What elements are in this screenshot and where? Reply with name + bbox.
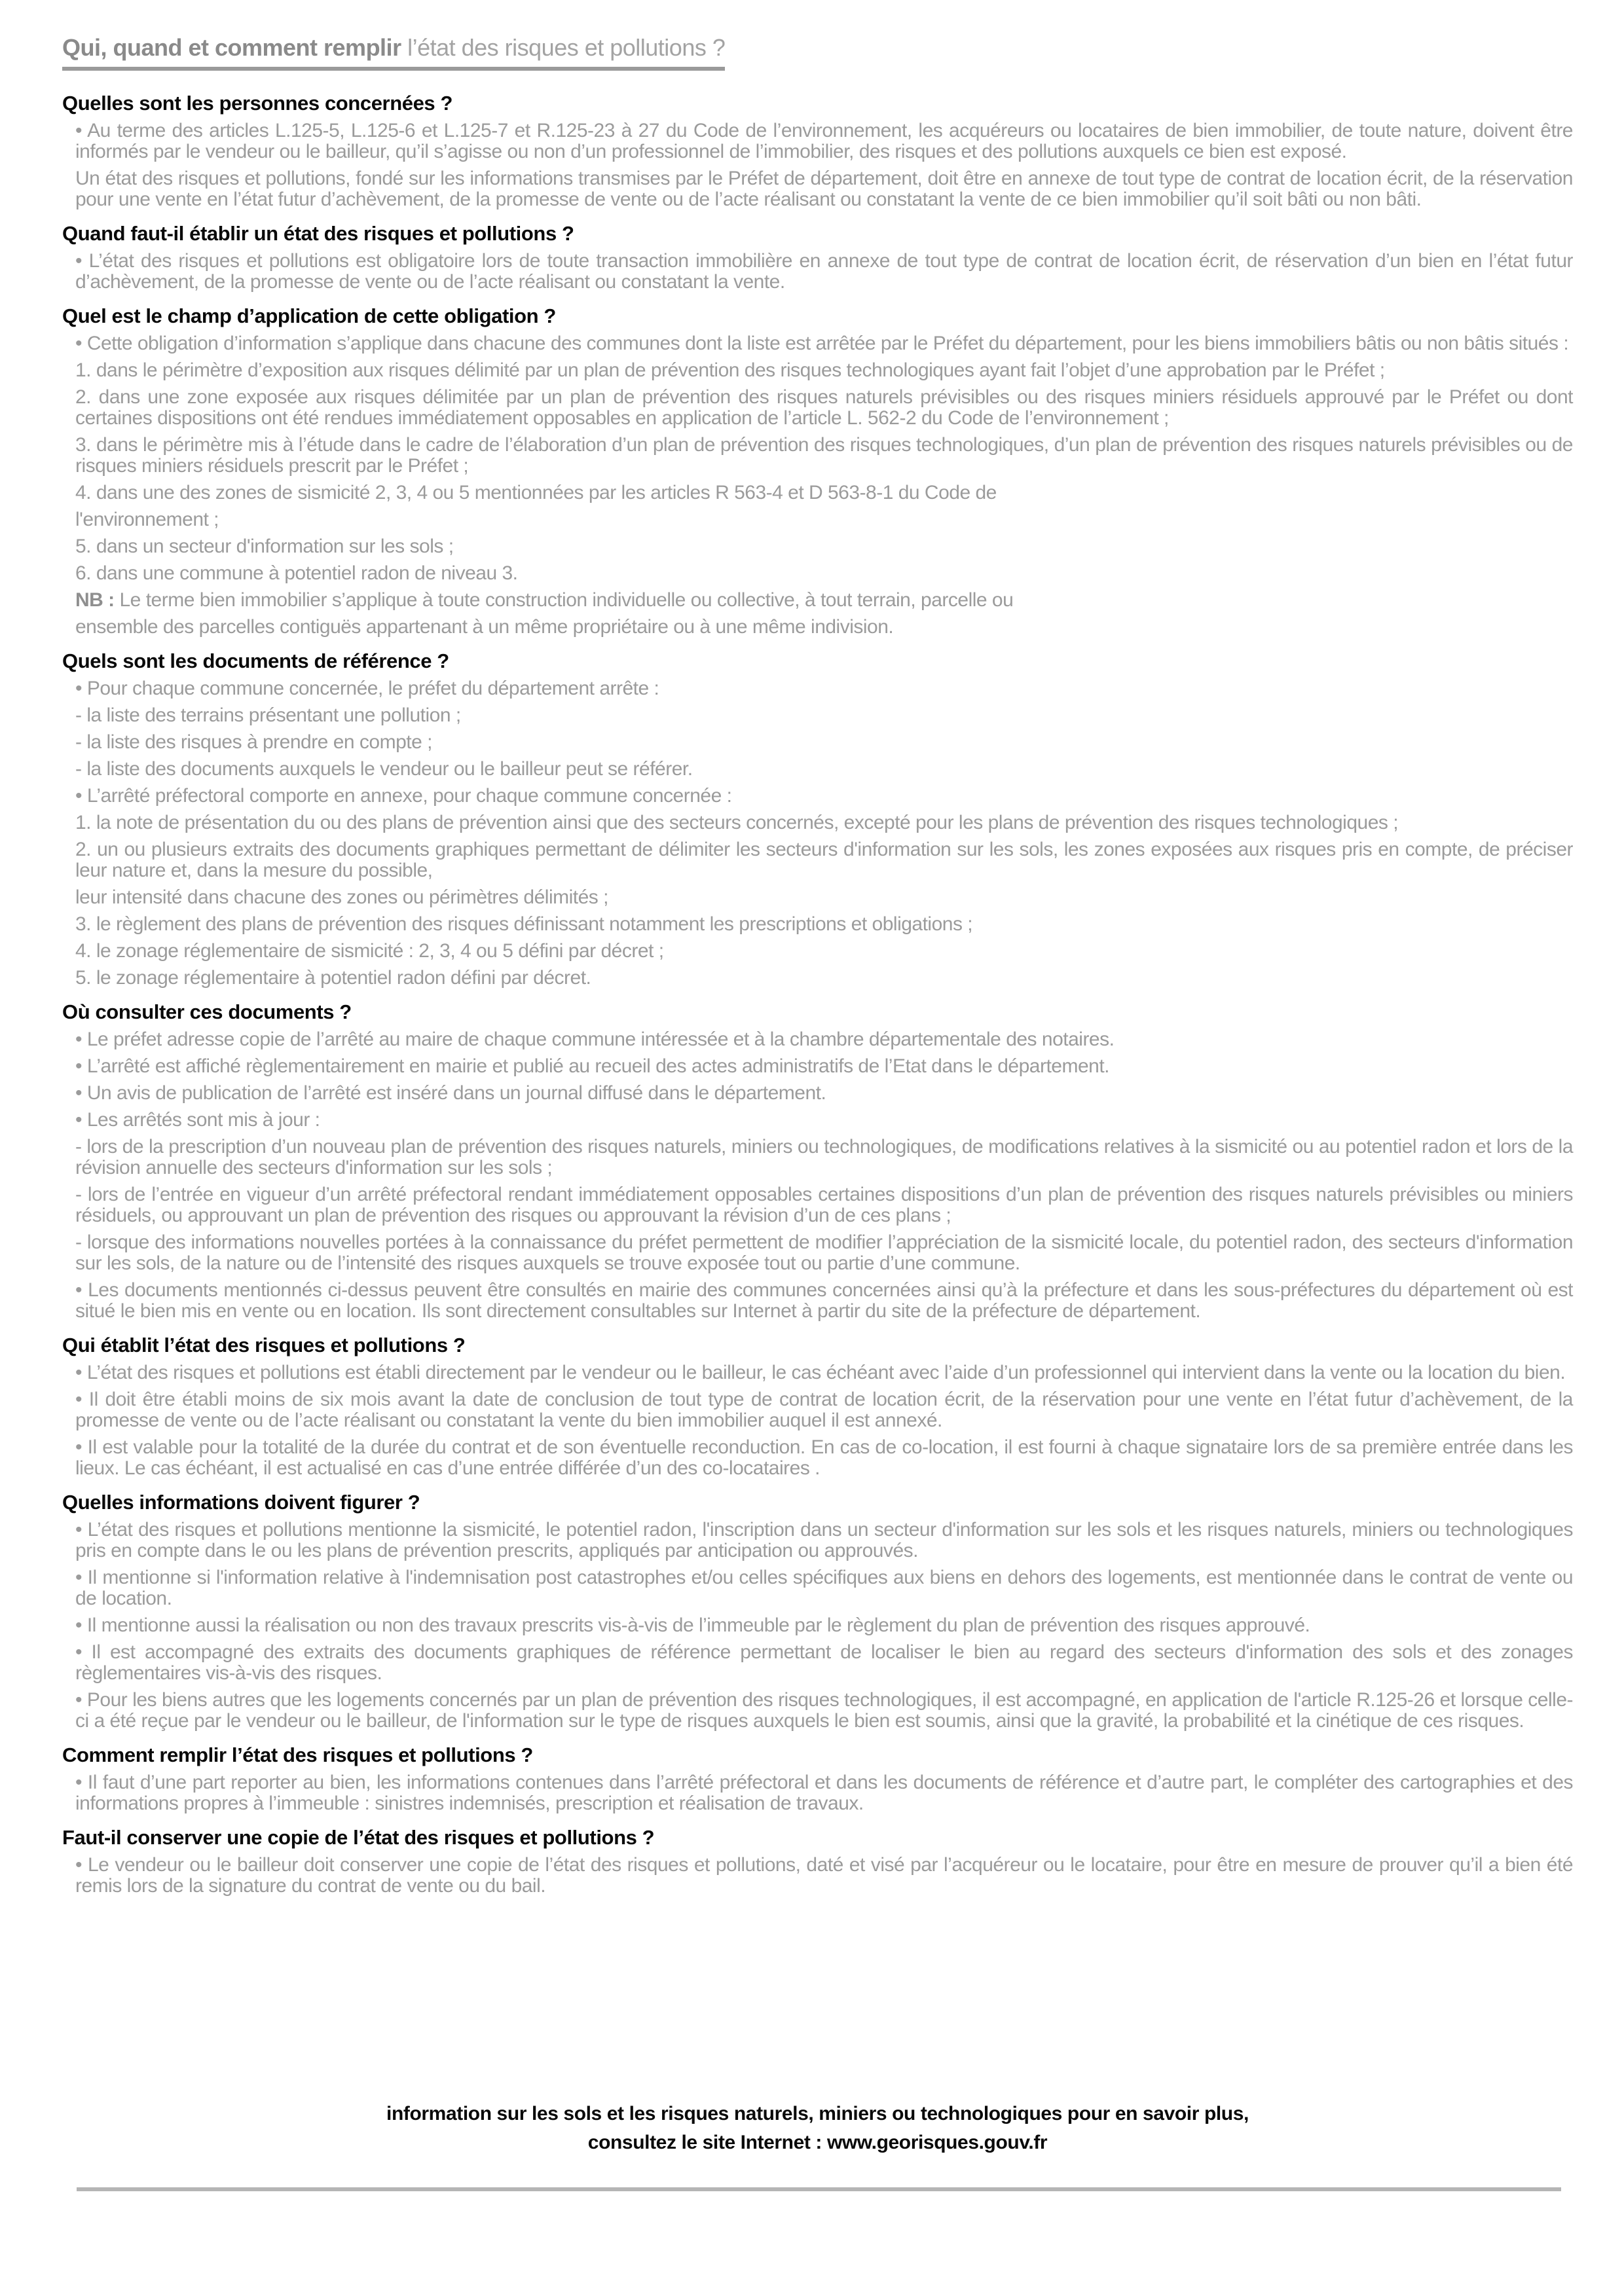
paragraph: 6. dans une commune à potentiel radon de niveau 3. bbox=[75, 562, 518, 584]
paragraph: 5. le zonage réglementaire à potentiel radon défini par décret. bbox=[75, 967, 591, 989]
paragraph: - lorsque des informations nouvelles portées à la connaissance du préfet permettent de modifier l’appréciation de la sismicité locale, du potentiel radon, des secteurs d'information sur les sols, de la nature ou de l’intensité des risques auxquels se trouve exposée tout ou partie d’une commune. bbox=[75, 1231, 1573, 1274]
paragraph: • Le vendeur ou le bailleur doit conserver une copie de l’état des risques et pollutions, daté et visé par l’acquéreur ou le locataire, pour être en mesure de prouver qu’il a bien été remis lors de la signature du contrat de vente ou du bail. bbox=[75, 1854, 1573, 1897]
paragraph: • Pour les biens autres que les logements concernés par un plan de prévention des risques technologiques, il est accompagné, en application de l'article R.125-26 et lorsque celle-ci a été reçue par le vendeur ou le bailleur, de l'information sur le type de risques auxquels le bien est soumis, ainsi que la gravité, la probabilité et la cinétique de ces risques. bbox=[75, 1689, 1573, 1732]
paragraph: - la liste des risques à prendre en compte ; bbox=[75, 731, 432, 753]
paragraph: • L’arrêté est affiché règlementairement en mairie et publié au recueil des actes administratifs de l’Etat dans le département. bbox=[75, 1055, 1109, 1077]
section-heading: Quelles sont les personnes concernées ? bbox=[62, 92, 453, 115]
paragraph: 5. dans un secteur d'information sur les sols ; bbox=[75, 536, 454, 557]
paragraph-text: Le terme bien immobilier s’applique à toute construction individuelle ou collective, à tout terrain, parcelle ou bbox=[119, 589, 1014, 611]
paragraph: 3. dans le périmètre mis à l’étude dans le cadre de l’élaboration d’un plan de prévention des risques technologiques, d’un plan de prévention des risques naturels prévisibles ou de risques miniers résiduels prescrit par le Préfet ; bbox=[75, 434, 1573, 477]
paragraph: • Cette obligation d’information s’applique dans chacune des communes dont la liste est arrêtée par le Préfet du département, pour les biens immobiliers bâtis ou non bâtis situés : bbox=[75, 333, 1569, 354]
section-heading: Quel est le champ d’application de cette obligation ? bbox=[62, 304, 556, 327]
paragraph: • Un avis de publication de l’arrêté est inséré dans un journal diffusé dans le département. bbox=[75, 1082, 826, 1104]
paragraph: • L’état des risques et pollutions est établi directement par le vendeur ou le bailleur, le cas échéant avec l’aide d’un professionnel qui intervient dans la vente ou la location du bien. bbox=[75, 1362, 1566, 1383]
page-title-rest: l’état des risques et pollutions ? bbox=[401, 34, 726, 61]
paragraph: 2. un ou plusieurs extraits des documents graphiques permettant de délimiter les secteurs d'information sur les sols, les zones exposées aux risques pris en compte, de préciser leur nature et, dans la mesure du possible, bbox=[75, 839, 1573, 881]
paragraph: • Au terme des articles L.125-5, L.125-6 et L.125-7 et R.125-23 à 27 du Code de l’environnement, les acquéreurs ou locataires de bien immobilier, de toute nature, doivent être informés par le vendeur ou le bailleur, qu’il s’agisse ou non d’un professionnel de l’immobilier, des risques et des pollutions auxquels ce bien est exposé. bbox=[75, 120, 1573, 162]
paragraph bbox=[62, 590, 1573, 611]
paragraph: • Il mentionne aussi la réalisation ou non des travaux prescrits vis-à-vis de l’immeuble par le règlement du plan de prévention des risques approuvé. bbox=[75, 1614, 1310, 1636]
paragraph: • L’état des risques et pollutions mentionne la sismicité, le potentiel radon, l'inscription dans un secteur d'information sur les sols et les risques naturels, miniers ou technologiques pris en compte dans le ou les plans de prévention prescrits, appliqués par anticipation ou approuvés. bbox=[75, 1519, 1573, 1561]
page-title-underline bbox=[62, 34, 725, 71]
paragraph: - la liste des terrains présentant une pollution ; bbox=[75, 704, 461, 726]
section-heading: Comment remplir l’état des risques et pollutions ? bbox=[62, 1743, 533, 1766]
footer-line-2: consultez le site Internet : www.georisques.gouv.fr bbox=[587, 2132, 1048, 2153]
paragraph: 1. la note de présentation du ou des plans de prévention ainsi que des secteurs concernés, excepté pour les plans de prévention des risques technologiques ; bbox=[75, 812, 1399, 833]
page-title-bold: Qui, quand et comment remplir bbox=[62, 34, 401, 61]
document-body bbox=[62, 80, 1573, 1903]
paragraph: - lors de l’entrée en vigueur d’un arrêté préfectoral rendant immédiatement opposables certaines dispositions d’un plan de prévention des risques naturels prévisibles ou miniers résiduels, ou approuvant un plan de prévention des risques ou approuvant la révision d’un de ces plans ; bbox=[75, 1184, 1573, 1226]
paragraph: • L’arrêté préfectoral comporte en annexe, pour chaque commune concernée : bbox=[75, 785, 732, 807]
section-heading: Quels sont les documents de référence ? bbox=[62, 649, 449, 672]
paragraph: • Le préfet adresse copie de l’arrêté au maire de chaque commune intéressée et à la chambre départementale des notaires. bbox=[75, 1029, 1115, 1050]
paragraph: 3. le règlement des plans de prévention des risques définissant notamment les prescriptions et obligations ; bbox=[75, 913, 973, 935]
footer-line-1: information sur les sols et les risques naturels, miniers ou technologiques pour en savoir plus, bbox=[386, 2103, 1249, 2124]
paragraph: • Il faut d’une part reporter au bien, les informations contenues dans l’arrêté préfectoral et dans les documents de référence et d’autre part, le compléter des cartographies et des informations propres à l’immeuble : sinistres indemnisés, prescription et réalisation de travaux. bbox=[75, 1772, 1573, 1814]
paragraph: 2. dans une zone exposée aux risques délimitée par un plan de prévention des risques naturels prévisibles ou des risques miniers résiduels approuvé par le Préfet ou dont certaines dispositions ont été rendues immédiatement opposables en application de l’article L. 562-2 du Code de l’environnement ; bbox=[75, 386, 1573, 429]
paragraph: • Les documents mentionnés ci-dessus peuvent être consultés en mairie des communes concernées ainsi qu’à la préfecture et dans les sous-préfectures du département où est situé le bien mis en vente ou en location. Ils sont directement consultables sur Internet à partir du site de la préfecture de département. bbox=[75, 1279, 1573, 1322]
paragraph: • L’état des risques et pollutions est obligatoire lors de toute transaction immobilière en annexe de tout type de contrat de location écrit, de réservation d’un bien en l’état futur d’achèvement, de la promesse de vente ou de l’acte réalisant ou constatant la vente. bbox=[75, 250, 1573, 293]
paragraph: - lors de la prescription d’un nouveau plan de prévention des risques naturels, miniers ou technologiques, de modifications relatives à la sismicité ou au potentiel radon et lors de la révision annuelle des secteurs d'information sur les sols ; bbox=[75, 1136, 1573, 1178]
section-heading: Quand faut-il établir un état des risques et pollutions ? bbox=[62, 222, 574, 245]
paragraph: 1. dans le périmètre d’exposition aux risques délimité par un plan de prévention des risques technologiques ayant fait l’objet d’une approbation par le Préfet ; bbox=[75, 359, 1385, 381]
paragraph: • Il est valable pour la totalité de la durée du contrat et de son éventuelle reconduction. En cas de co-location, il est fourni à chaque signataire lors de sa première entrée dans les lieux. Le cas échéant, il est actualisé en cas d’une entrée différée d’un des co-locataires . bbox=[75, 1436, 1573, 1479]
paragraph-lead: NB : bbox=[75, 589, 120, 611]
paragraph: • Les arrêtés sont mis à jour : bbox=[75, 1109, 320, 1131]
section-heading: Quelles informations doivent figurer ? bbox=[62, 1491, 420, 1514]
paragraph: ensemble des parcelles contiguës appartenant à un même propriétaire ou à une même indivision. bbox=[75, 616, 894, 638]
paragraph: 4. le zonage réglementaire de sismicité : 2, 3, 4 ou 5 défini par décret ; bbox=[75, 940, 664, 962]
footer-note bbox=[62, 2100, 1573, 2162]
bottom-margin bbox=[62, 2191, 1573, 2296]
paragraph: Un état des risques et pollutions, fondé sur les informations transmises par le Préfet de département, doit être en annexe de tout type de contrat de location écrit, de la réservation pour une vente en l’état futur d’achèvement, de la promesse de vente ou de l’acte réalisant ou constatant la vente de ce bien immobilier qu’il soit bâti ou non bâti. bbox=[75, 168, 1573, 210]
section-heading: Où consulter ces documents ? bbox=[62, 1000, 352, 1023]
paragraph: • Pour chaque commune concernée, le préfet du département arrête : bbox=[75, 678, 659, 699]
paragraph: l'environnement ; bbox=[75, 509, 219, 530]
paragraph: • Il doit être établi moins de six mois avant la date de conclusion de tout type de contrat de location écrit, de la réservation pour une vente en l’état futur d’achèvement, de la promesse de vente ou de l’acte réalisant ou constatant la vente du bien immobilier auquel il est annexé. bbox=[75, 1389, 1573, 1431]
paragraph: - la liste des documents auxquels le vendeur ou le bailleur peut se référer. bbox=[75, 758, 693, 780]
paragraph: • Il mentionne si l'information relative à l'indemnisation post catastrophes et/ou celles spécifiques aux biens en dehors des logements, est mentionnée dans le contrat de vente ou de location. bbox=[75, 1567, 1573, 1609]
section-heading: Faut-il conserver une copie de l’état des risques et pollutions ? bbox=[62, 1826, 655, 1849]
paragraph: 4. dans une des zones de sismicité 2, 3, 4 ou 5 mentionnées par les articles R 563-4 et D 563-8-1 du Code de bbox=[75, 482, 997, 503]
section-heading: Qui établit l’état des risques et pollutions ? bbox=[62, 1334, 466, 1357]
paragraph: • Il est accompagné des extraits des documents graphiques de référence permettant de localiser le bien au regard des secteurs d'information des sols et des zonages règlementaires vis-à-vis des risques. bbox=[75, 1641, 1573, 1684]
page-title bbox=[62, 34, 1573, 71]
paragraph: leur intensité dans chacune des zones ou périmètres délimités ; bbox=[75, 886, 608, 908]
